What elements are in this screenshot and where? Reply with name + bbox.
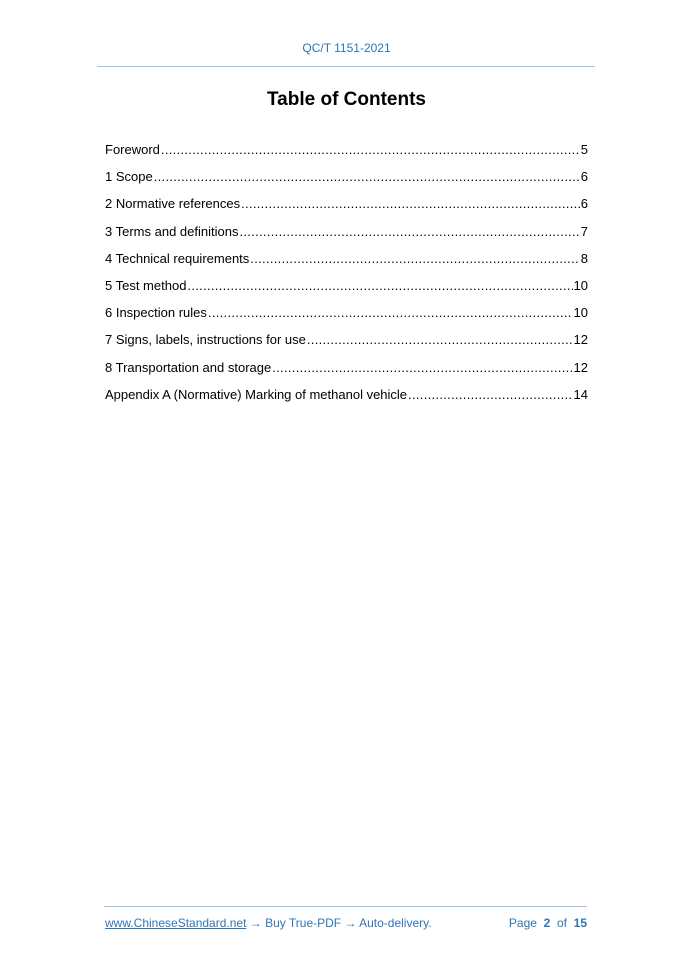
toc-dot-leader: [208, 303, 573, 323]
toc-entry-page: 5: [580, 142, 588, 157]
toc-entry-label: 1 Scope: [105, 169, 153, 185]
toc-entry-signs-labels[interactable]: [105, 330, 588, 357]
toc-entry-scope[interactable]: [105, 167, 588, 194]
footer-promo: [105, 916, 432, 930]
toc-entry-label: 4 Technical requirements: [105, 250, 250, 266]
document-code-header: QC/T 1151-2021: [302, 41, 391, 55]
page-footer: [105, 916, 587, 930]
toc-entry-page: 8: [580, 250, 588, 266]
toc-dot-leader: [187, 276, 572, 296]
toc-entry-label: 3 Terms and definitions: [105, 223, 239, 239]
page-counter: [509, 916, 587, 930]
toc-entry-label: 8 Transportation and storage: [105, 359, 272, 375]
toc-entry-inspection-rules[interactable]: [105, 303, 588, 330]
page-title: Table of Contents: [266, 89, 427, 110]
toc-entry-transportation-storage[interactable]: [105, 358, 588, 385]
of-word: of: [556, 916, 567, 930]
toc-dot-leader: [161, 140, 580, 160]
toc-entry-page: 10: [573, 277, 588, 293]
toc-dot-leader: [241, 194, 580, 214]
toc-entry-label: 7 Signs, labels, instructions for use: [105, 332, 306, 348]
toc-dot-leader: [250, 249, 579, 269]
toc-entry-normative-references[interactable]: [105, 194, 588, 221]
toc-dot-leader: [239, 222, 579, 242]
toc-entry-page: 6: [580, 169, 588, 185]
toc-entry-page: 12: [573, 332, 588, 348]
toc-dot-leader: [272, 358, 572, 378]
footer-divider: [104, 906, 587, 907]
toc-entry-terms-definitions[interactable]: [105, 222, 588, 249]
toc-entry-label: 5 Test method: [105, 277, 187, 293]
header-divider: [97, 66, 595, 67]
toc-dot-leader: [408, 385, 572, 405]
toc-entry-page: 6: [580, 196, 588, 212]
page-word: Page: [508, 916, 537, 930]
total-pages-number: 15: [573, 916, 587, 930]
toc-entry-page: 10: [573, 305, 588, 321]
table-of-contents: [105, 140, 588, 412]
footer-tagline: → Buy True-PDF → Auto-delivery.: [246, 916, 432, 930]
toc-entry-appendix-a[interactable]: [105, 385, 588, 412]
website-link[interactable]: www.ChineseStandard.net: [105, 916, 247, 930]
toc-dot-leader: [154, 167, 580, 187]
toc-entry-test-method[interactable]: [105, 276, 588, 303]
toc-entry-technical-requirements[interactable]: [105, 249, 588, 276]
toc-dot-leader: [307, 330, 573, 350]
current-page-number: 2: [543, 916, 551, 930]
toc-entry-foreword[interactable]: [105, 140, 588, 167]
toc-entry-label: 6 Inspection rules: [105, 305, 207, 321]
toc-entry-page: 14: [573, 386, 588, 402]
toc-entry-label: Foreword: [105, 142, 160, 157]
toc-entry-label: Appendix A (Normative) Marking of methanol vehicle: [105, 386, 408, 402]
toc-entry-page: 7: [580, 223, 588, 239]
toc-entry-page: 12: [573, 359, 588, 375]
toc-entry-label: 2 Normative references: [105, 196, 241, 212]
